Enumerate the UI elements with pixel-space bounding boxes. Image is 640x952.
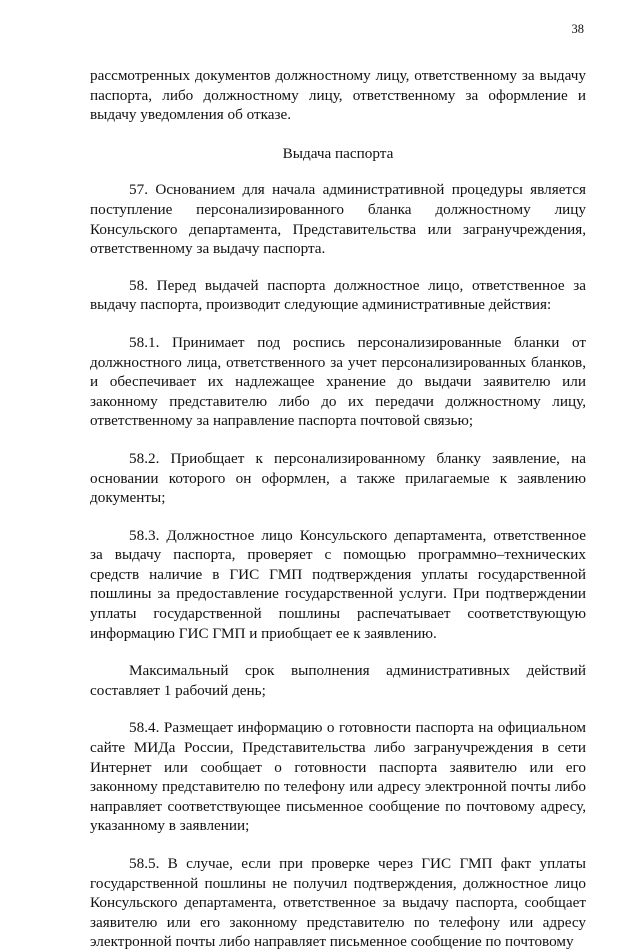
page-number: 38 bbox=[571, 22, 584, 36]
intro-paragraph: рассмотренных документов должностному лицу, ответственному за выдачу паспорта, либо должностному лицу, ответственному за оформление и выдачу уведомления об отказе. bbox=[90, 67, 586, 124]
paragraph-57: 57. Основанием для начала административной процедуры является поступление персонализированного бланка должностному лицу Консульского департамента, Представительства или загранучреждения, ответственному за выдачу паспорта. bbox=[90, 181, 586, 258]
section-title: Выдача паспорта bbox=[282, 144, 394, 162]
paragraph-58-1: 58.1. Принимает под роспись персонализированные бланки от должностного лица, ответственного за учет персонализированных бланков, и обеспечивает их надлежащее хранение до выдачи заявителю или законному представителю либо до их передачи должностному лицу, ответственному за направление паспорта почтовой связью; bbox=[90, 333, 586, 430]
document-body bbox=[90, 66, 586, 952]
paragraph-58-4: 58.4. Размещает информацию о готовности паспорта на официальном сайте МИДа России, Представительства либо загранучреждения в сети Интернет или сообщает о готовности паспорта заявителю или его законному представителю по телефону или адресу электронной почты либо направляет соответствующее письменное сообщение по почтовому адресу, указанному в заявлении; bbox=[90, 719, 586, 835]
paragraph-58: 58. Перед выдачей паспорта должностное лицо, ответственное за выдачу паспорта, производит следующие административные действия: bbox=[90, 276, 586, 314]
paragraph-58-2: 58.2. Приобщает к персонализированному бланку заявление, на основании которого он оформлен, а также прилагаемые к заявлению документы; bbox=[90, 449, 586, 507]
paragraph-58-3: 58.3. Должностное лицо Консульского департамента, ответственное за выдачу паспорта, проверяет с помощью программно–технических средств наличие в ГИС ГМП подтверждения уплаты государственной пошлины за предоставление государственной услуги. При подтверждении уплаты государственной пошлины распечатывает соответствующую информацию ГИС ГМП и приобщает ее к заявлению. bbox=[90, 526, 586, 642]
paragraph-58-5: 58.5. В случае, если при проверке через ГИС ГМП факт уплаты государственной пошлины не получил подтверждения, должностное лицо Консульского департамента, ответственное за выдачу паспорта, сообщает заявителю или его законному представителю по телефону или адресу электронной почты либо направляет письменное сообщение по почтовому bbox=[90, 855, 586, 951]
paragraph-max-term: Максимальный срок выполнения административных действий составляет 1 рабочий день; bbox=[90, 662, 586, 699]
